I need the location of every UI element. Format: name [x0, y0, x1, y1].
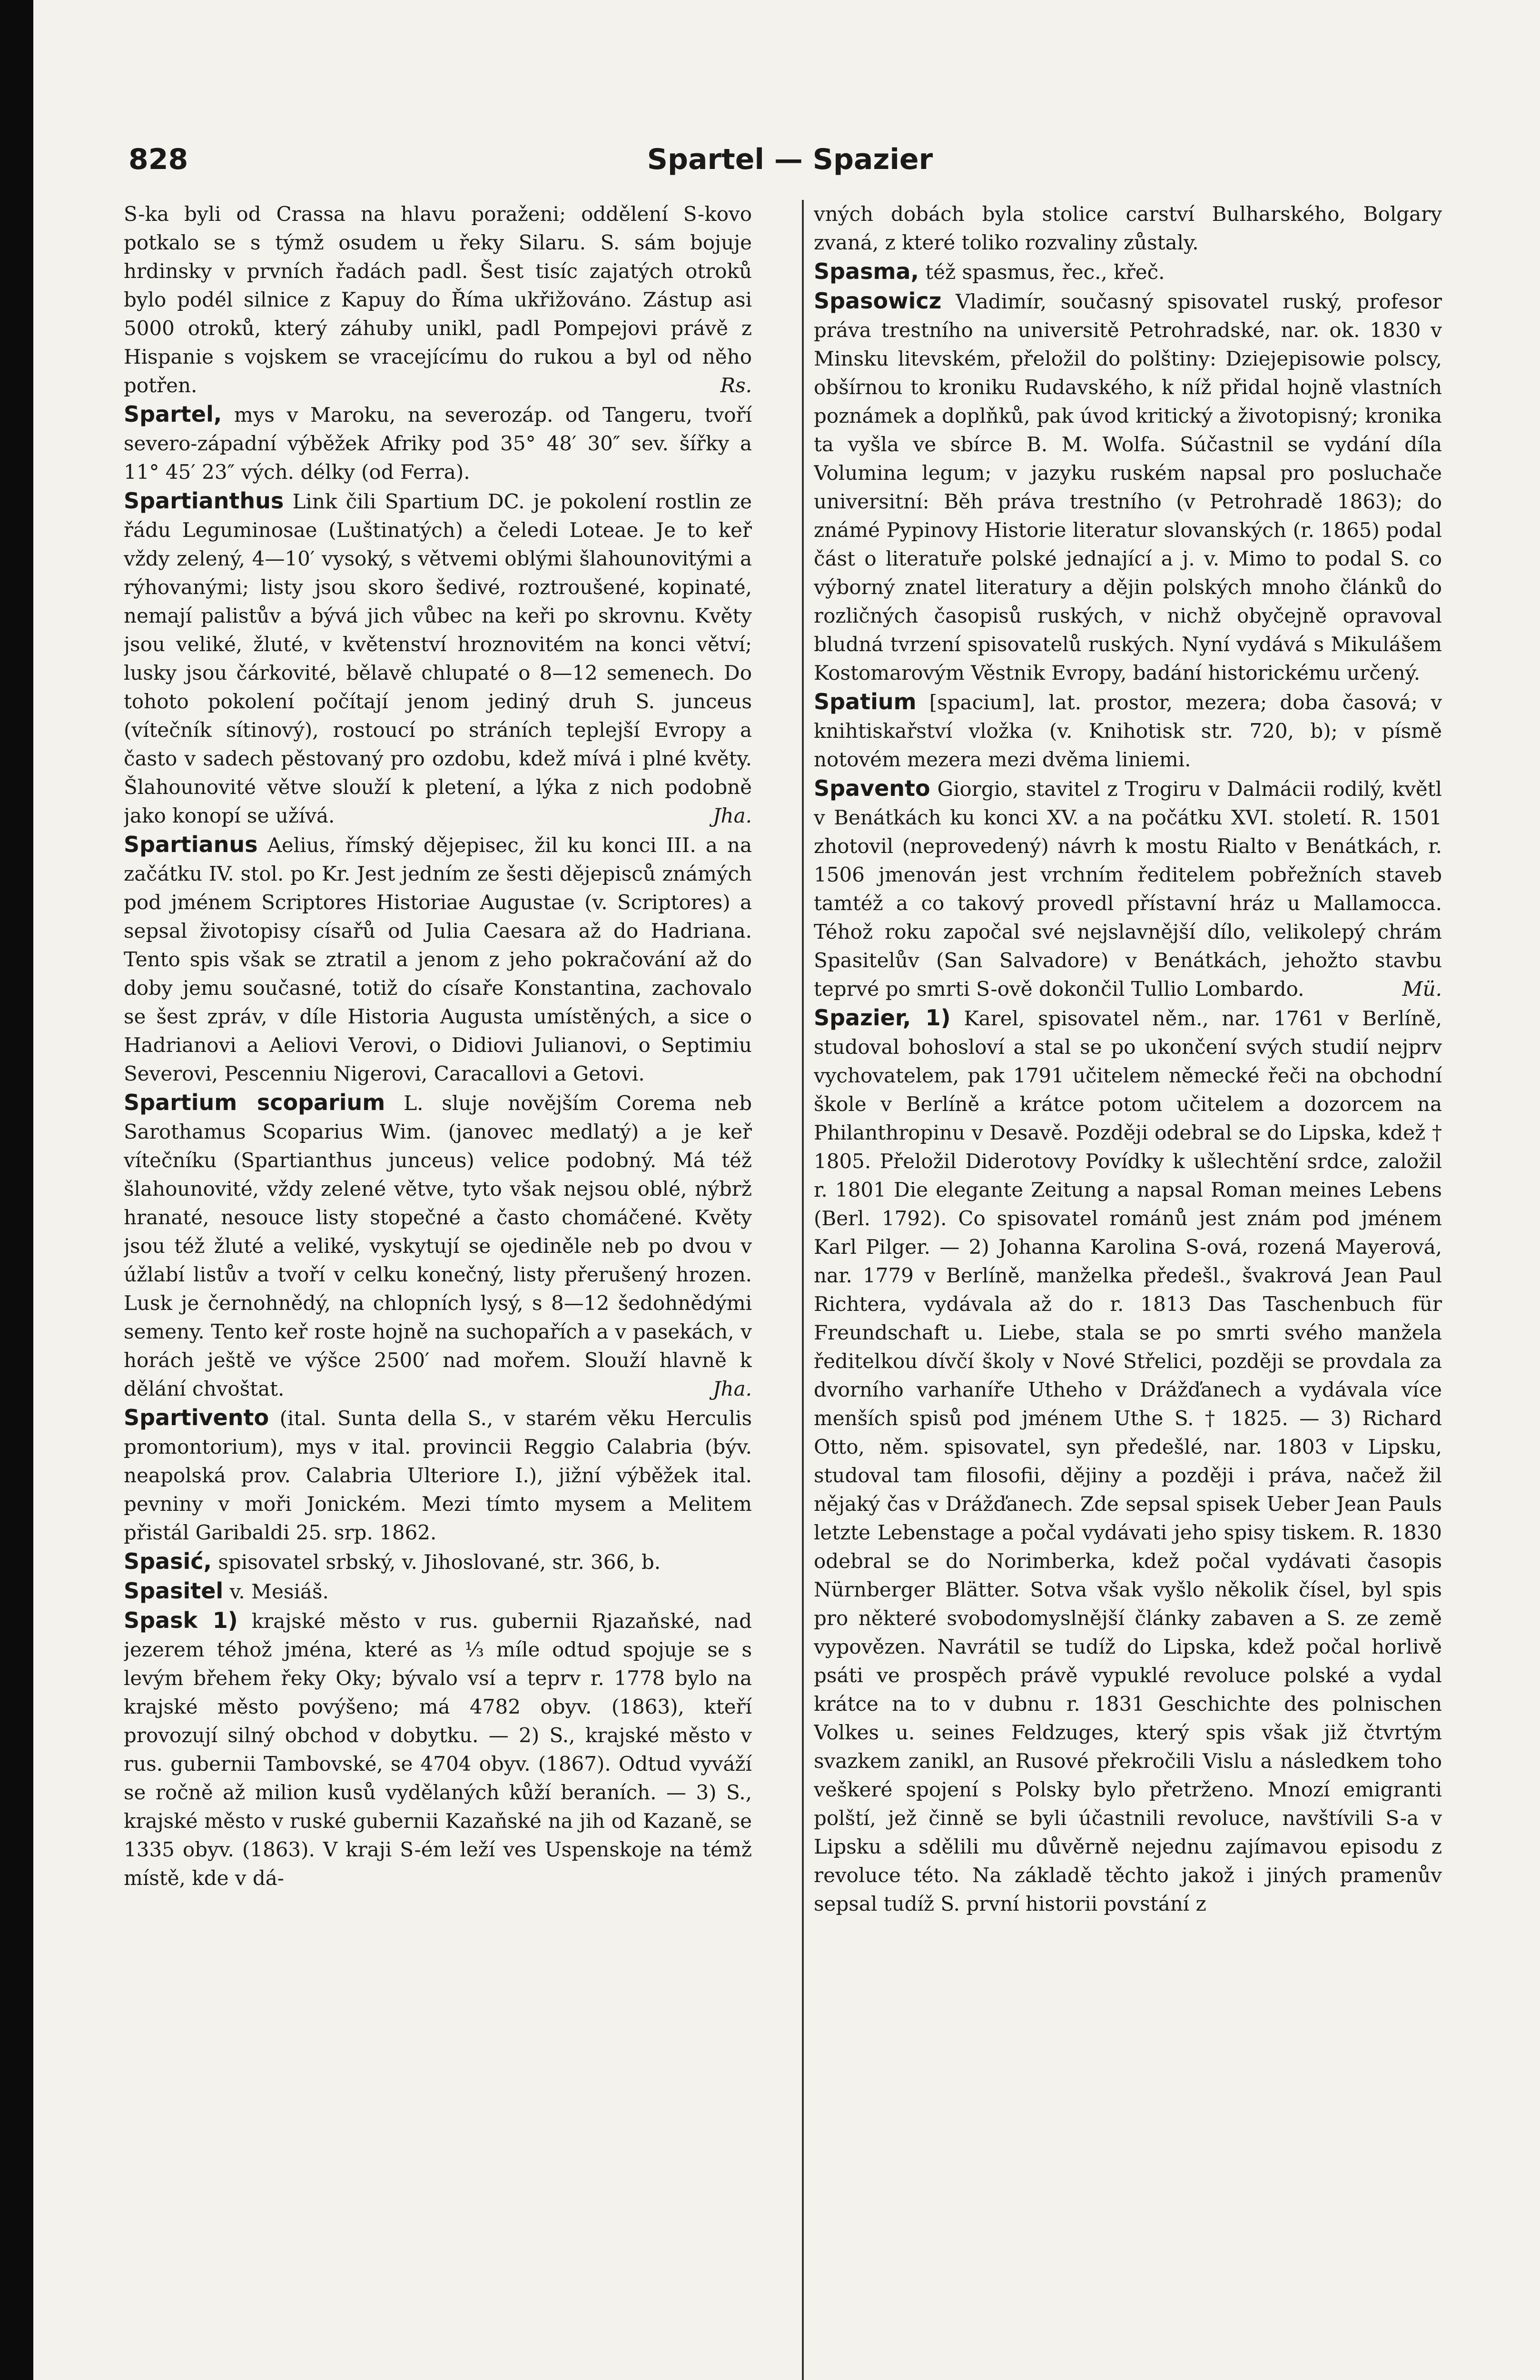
right-column — [814, 200, 1442, 2380]
dictionary-entry — [124, 200, 752, 400]
entry-headword: Spasowicz — [814, 288, 942, 314]
entry-headword: Spasma, — [814, 258, 919, 284]
dictionary-entry — [124, 1403, 752, 1547]
binding-edge — [0, 0, 33, 2380]
entry-headword: Spartivento — [124, 1405, 269, 1430]
page-header — [128, 143, 1451, 181]
entry-headword: Spartianthus — [124, 488, 284, 514]
entry-text: (ital. Sunta della S., v starém věku Herculis promontorium), mys v ital. provincii Reggio Calabria (býv. neapolská prov. Calabria Ulteriore I.), jižní výběžek ital. pevniny v moři Jonickém. Mezi tímto mysem a Melitem přistál Garibaldi 25. srp. 1862. — [124, 1407, 752, 1544]
dictionary-entry — [814, 1003, 1442, 1918]
entry-headword: Spasić, — [124, 1548, 212, 1574]
left-column — [124, 200, 752, 2380]
entry-text: vných dobách byla stolice carství Bulharského, Bolgary zvaná, z které toliko rozvaliny zůstaly. — [814, 202, 1442, 254]
entry-headword: Spartianus — [124, 832, 258, 857]
entry-text: Link čili Spartium DC. je pokolení rostlin ze řádu Leguminosae (Luštinatých) a čeledi Loteae. Je to keř vždy zelený, 4—10′ vysoký, s větvemi oblými šlahounovitými a rýhovanými; listy jsou skoro šedivé, roztroušené, kopinaté, nemají palistův a bývá jich vůbec na keři po skrovnu. Květy jsou veliké, žluté, v květenství hroznovitém na konci větví; lusky jsou čárkovité, bělavě chlupaté o 8—12 semenech. Do tohoto pokolení počítají jenom jediný druh S. junceus (vítečník sítinový), rostoucí po stráních teplejší Evropy a často v sadech pěstovaný pro ozdobu, kdež mívá i plné květy. Šlahounovité větve slouží k pletení, a lýka z nich podobně jako konopí se užívá. — [124, 490, 752, 827]
dictionary-entry — [124, 1606, 752, 1893]
dictionary-entry — [124, 400, 752, 486]
entry-text: Karel, spisovatel něm., nar. 1761 v Berlíně, studoval bohosloví a stal se po ukončení svých studií nejprv vychovatelem, pak 1791 učitelem německé řeči na obchodní škole v Berlíně a krátce potom učitelem a dozorcem na Philanthropinu v Desavě. Později odebral se do Lipska, kdež † 1805. Přeložil Diderotovy Povídky k ušlechtění srdce, založil r. 1801 Die elegante Zeitung a napsal Roman meines Lebens (Berl. 1792). Co spisovatel románů jest znám pod jménem Karl Pilger. — 2) Johanna Karolina S-ová, rozená Mayerová, nar. 1779 v Berlíně, manželka předešl., švakrová Jean Paul Richtera, vydávala až do r. 1813 Das Taschenbuch für Freundschaft u. Liebe, stala se po smrti svého manžela ředitelkou dívčí školy v Nové Střelici, později se provdala za dvorního varhaníře Utheho v Drážďanech a vydávala více menších spisů pod jménem Uthe S. † 1825. — 3) Richard Otto, něm. spisovatel, syn předešlé, nar. 1803 v Lipsku, studoval tam filosofii, dějiny a později i práva, načež žil nějaký čas v Drážďanech. Zde sepsal spisek Ueber Jean Pauls letzte Lebenstage a počal vydávati jeho spisy tiskem. R. 1830 odebral se do Norimberka, kdež počal vydávati časopis Nürnberger Blätter. Sotva však vyšlo několik čísel, byl spis pro některé svobodomyslnější články zabaven a S. ze země vypovězen. Navrátil se tudíž do Lipska, kdež počal horlivě psáti ve prospěch právě vypuklé revoluce polské a vydal krátce na to v dubnu r. 1831 Geschichte des polnischen Volkes u. seines Feldzuges, který spis však již čtvrtým svazkem zanikl, an Rusové překročili Vislu a následkem toho veškeré spojení s Polsky bylo přetrženo. Mnozí emigranti polští, jež činně se byli účastnili revoluce, navštívili S-a v Lipsku a sdělili mu důvěrně nejednu zajímavou episodu z revoluce této. Na základě těchto jakož i jiných pramenův sepsal tudíž S. první historii povstání z — [814, 1007, 1442, 1915]
page-number: 828 — [128, 143, 188, 176]
dictionary-entry — [814, 200, 1442, 257]
entry-text: Aelius, římský dějepisec, žil ku konci III. a na začátku IV. stol. po Kr. Jest jedním ze šesti dějepisců známých pod jménem Scriptores Historiae Augustae (v. Scriptores) a sepsal životopisy císařů od Julia Caesara až do Hadriana. Tento spis však se ztratil a jenom z jeho pokračování až do doby jemu současné, totiž do císaře Konstantina, zachovalo se šest zpráv, v díle Historia Augusta umístěných, a sice o Hadrianovi a Aeliovi Verovi, o Didiovi Julianovi, o Septimiu Severovi, Pescenniu Nigerovi, Caracallovi a Getovi. — [124, 833, 752, 1085]
entry-headword: Spatium — [814, 689, 917, 714]
entry-headword: Spasitel — [124, 1578, 224, 1604]
dictionary-entry — [814, 257, 1442, 287]
dictionary-entry — [814, 287, 1442, 687]
dictionary-entry — [124, 1547, 752, 1577]
entry-text: [spacium], lat. prostor, mezera; doba časová; v knihtiskařství vložka (v. Knihotisk str. 720, b); v písmě notovém mezera mezi dvěma liniemi. — [814, 691, 1442, 771]
dictionary-entry — [124, 1088, 752, 1403]
entry-text: spisovatel srbský, v. Jihoslované, str. 366, b. — [218, 1550, 661, 1574]
entry-headword: Spartel, — [124, 401, 222, 427]
entry-headword: Spavento — [814, 775, 930, 801]
author-signature: Mü. — [1402, 977, 1442, 1001]
entry-headword: Spartium scoparium — [124, 1090, 385, 1115]
column-divider — [802, 200, 804, 2380]
entry-text: v. Mesiáš. — [229, 1580, 329, 1603]
entry-text: Vladimír, současný spisovatel ruský, profesor práva trestního na universitě Petrohradské, nar. ok. 1830 v Minsku litevském, přeložil do polštiny: Dziejepisowie polscy, obšírnou to kroniku Rudavského, k níž přidal hojně vlastních poznámek a doplňků, pak úvod kritický a životopisný; kronika ta vyšla ve sbírce B. M. Wolfa. Súčastnil se vydání díla Volumina legum; v jazyku ruském napsal pro posluchače universitní: Běh práva trestního (v Petrohradě 1863); do známé Pypinovy Historie literatur slovanských (r. 1865) podal část o literatuře polské jednající a j. v. Mimo to podal S. co výborný znatel literatury a dějin polských mnoho článků do rozličných časopisů ruských, v nichž obyčejně opravoval bludná tvrzení spisovatelů ruských. Nyní vydává s Mikulášem Kostomarovým Věstnik Evropy, badání historickému určený. — [814, 290, 1442, 684]
entry-text: též spasmus, řec., křeč. — [925, 260, 1165, 284]
entry-text: krajské město v rus. gubernii Rjazaňské, nad jezerem téhož jména, které as ⅓ míle odtud spojuje se s levým břehem řeky Oky; bývalo vsí a teprv r. 1778 bylo na krajské město povýšeno; má 4782 obyv. (1863), kteří provozují silný obchod v dobytku. — 2) S., krajské město v rus. gubernii Tambovské, se 4704 obyv. (1867). Odtud vyváží se ročně až milion kusů vydělaných kůží beraních. — 3) S., krajské město v ruské gubernii Kazaňské na jih od Kazaně, se 1335 obyv. (1863). V kraji S-ém leží ves Uspenskoje na témž místě, kde v dá- — [124, 1609, 752, 1890]
entry-text: S-ka byli od Crassa na hlavu poraženi; oddělení S-kovo potkalo se s týmž osudem u řeky Silaru. S. sám bojuje hrdinsky v prvních řadách padl. Šest tisíc zajatých otroků bylo podél silnice z Kapuy do Říma ukřižováno. Zástup asi 5000 otroků, který záhuby unikl, padl Pompejovi právě z Hispanie s vojskem se vracejícímu do rukou a byl od něho potřen. — [124, 202, 752, 397]
entry-headword: Spask 1) — [124, 1607, 238, 1633]
author-signature: Jha. — [712, 804, 752, 827]
running-title: Spartel — Spazier — [647, 143, 933, 176]
entry-headword: Spazier, 1) — [814, 1005, 951, 1031]
entry-text: Giorgio, stavitel z Trogiru v Dalmácii rodilý, květl v Benátkách ku konci XV. a na počátku XVI. století. R. 1501 zhotovil (neprovedený) návrh k mostu Rialto v Benátkách, r. 1506 jmenován jest vrchním ředitelem pobřežních staveb tamtéž a co takový provedl přístavní hráz u Mallamocca. Téhož roku započal své nejslavnější dílo, velikolepý chrám Spasitelův (San Salvadore) v Benátkách, jehožto stavbu teprvé po smrti S-ově dokončil Tullio Lombardo. — [814, 777, 1442, 1001]
dictionary-entry — [814, 687, 1442, 774]
dictionary-entry — [124, 830, 752, 1088]
dictionary-entry — [814, 774, 1442, 1003]
entry-text: mys v Maroku, na severozáp. od Tangeru, tvoří severo-západní výběžek Afriky pod 35° 48′ 30″ sev. šířky a 11° 45′ 23″ vých. délky (od Ferra). — [124, 403, 752, 484]
author-signature: Jha. — [712, 1377, 752, 1400]
dictionary-entry — [124, 486, 752, 830]
entry-text: L. sluje novějším Corema neb Sarothamus Scoparius Wim. (janovec medlatý) a je keř vítečníku (Spartianthus junceus) velice podobný. Má též šlahounovité, vždy zelené větve, tyto však nejsou oblé, nýbrž hranaté, nesouce listy stopečné a často chomáčené. Květy jsou též žluté a veliké, vyskytují se ojediněle neb po dvou v úžlabí listův a tvoří v celku konečný, listy přerušený hrozen. Lusk je černohnědý, na chlopních lysý, s 8—12 šedohnědými semeny. Tento keř roste hojně na suchopařích a v pasekách, v horách ještě ve výšce 2500′ nad mořem. Slouží hlavně k dělání chvoštat. — [124, 1091, 752, 1400]
dictionary-entry — [124, 1577, 752, 1606]
author-signature: Rs. — [720, 374, 752, 397]
